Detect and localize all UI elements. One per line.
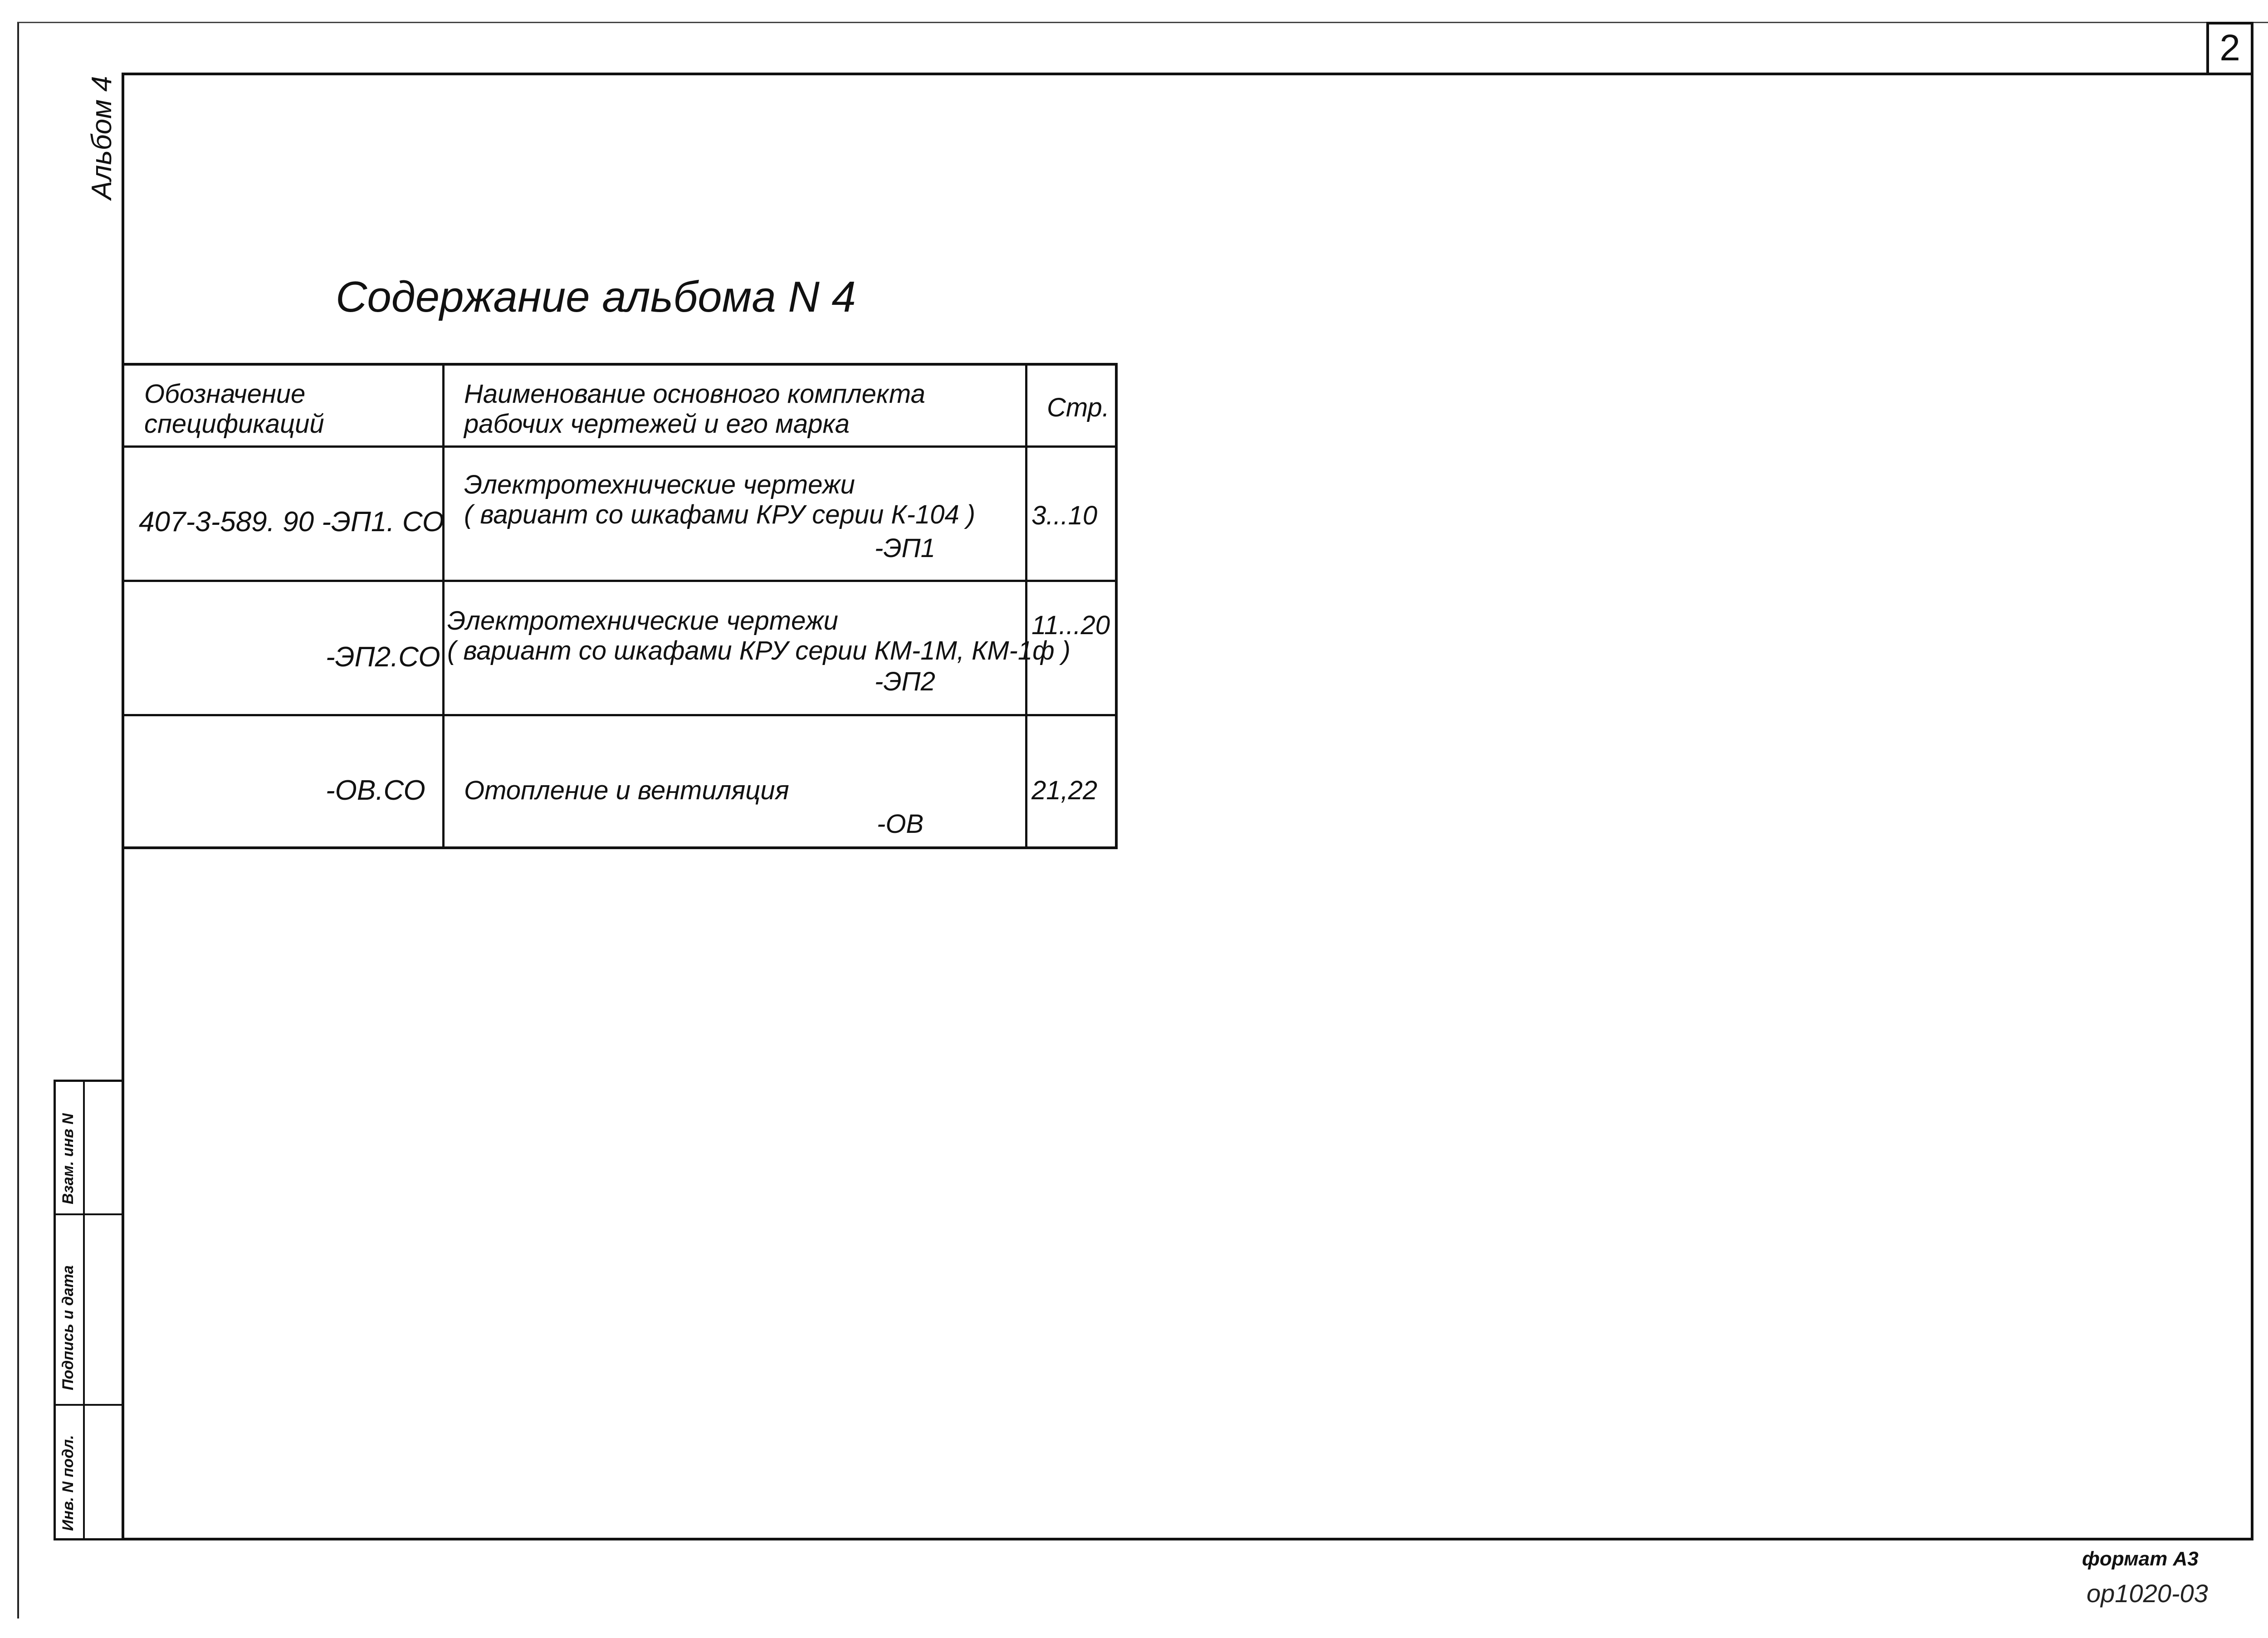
header-designation-line-2: спецификаций	[144, 409, 324, 439]
album-label: Альбом 4	[86, 76, 117, 200]
format-label: формат А3	[2082, 1548, 2199, 1570]
column-divider-1	[442, 366, 445, 849]
header-name-line-1: Наименование основного комплекта	[464, 379, 925, 409]
column-divider-2	[1025, 366, 1027, 849]
row-divider-1	[122, 580, 1115, 582]
stamp-label-replacement: Взам. инв N	[59, 1113, 77, 1204]
stamp-label-signature: Подпись и дата	[59, 1265, 77, 1390]
header-name-line-2: рабочих чертежей и его марка	[464, 409, 850, 439]
row-3-mark: -ОВ	[877, 809, 924, 839]
stamp-divider-2	[56, 1404, 122, 1406]
page-number: 2	[2206, 22, 2253, 75]
contents-table	[122, 363, 1118, 849]
stamp-inner-divider	[83, 1082, 85, 1538]
row-1-page: 3...10	[1031, 501, 1098, 530]
row-2-name-line-1: Электротехнические чертежи	[447, 606, 838, 636]
row-1-mark: -ЭП1	[875, 533, 935, 563]
row-2-designation: -ЭП2.СО	[326, 641, 440, 673]
contents-title: Содержание альбома N 4	[336, 273, 856, 321]
row-1-name-line-1: Электротехнические чертежи	[464, 470, 855, 499]
row-2-name-line-2: ( вариант со шкафами КРУ серии КМ-1М, КМ-1ф )	[447, 636, 1070, 665]
row-1-designation: 407-3-589. 90 -ЭП1. СО	[139, 506, 445, 538]
row-3-name-line-1: Отопление и вентиляция	[464, 776, 789, 805]
header-page: Стр.	[1047, 393, 1110, 422]
row-divider-2	[122, 714, 1115, 716]
stamp-divider-1	[56, 1213, 122, 1215]
row-2-page: 11...20	[1031, 611, 1110, 640]
row-1-name-line-2: ( вариант со шкафами КРУ серии К-104 )	[464, 500, 976, 529]
sheet-code: ор1020-03	[2087, 1579, 2208, 1608]
row-3-designation: -ОВ.СО	[326, 775, 425, 806]
row-2-mark: -ЭП2	[875, 667, 935, 696]
row-3-page: 21,22	[1031, 776, 1098, 805]
stamp-block	[54, 1080, 124, 1540]
header-designation-line-1: Обозначение	[144, 379, 306, 409]
header-divider	[122, 445, 1115, 448]
stamp-label-inventory: Инв. N подл.	[59, 1435, 77, 1531]
